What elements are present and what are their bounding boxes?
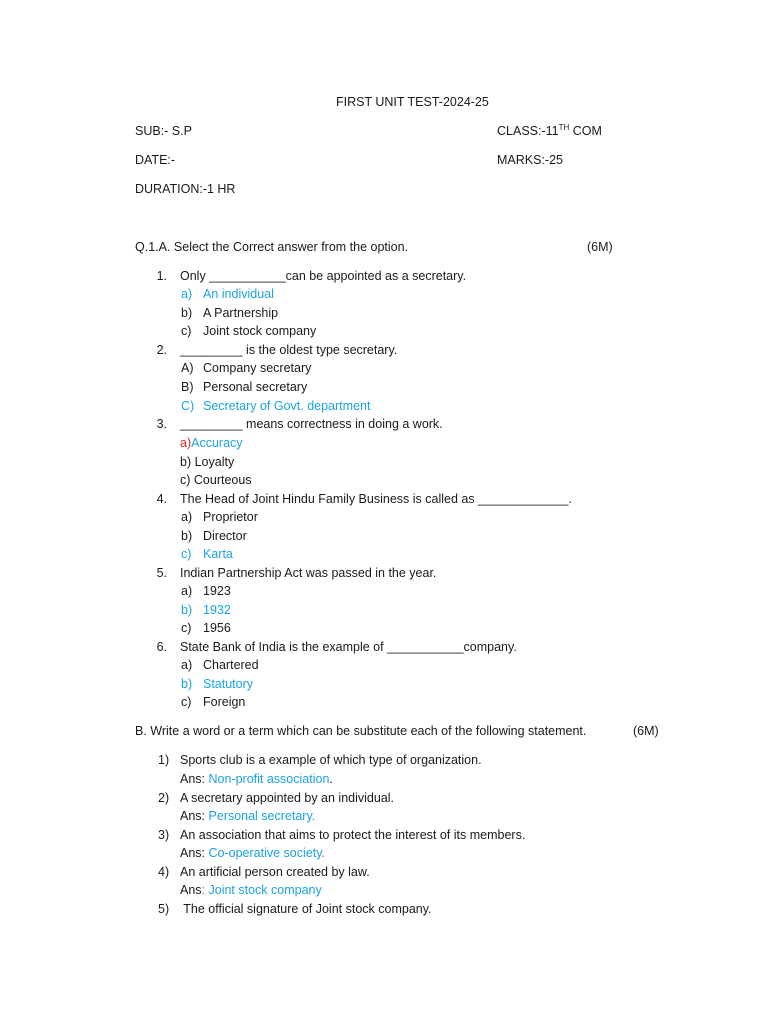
class-label: CLASS:-11TH COM <box>497 123 602 138</box>
section-a-marks: (6M) <box>587 240 613 254</box>
marks-label: MARKS:-25 <box>497 153 563 167</box>
date-label: DATE:- <box>135 153 176 167</box>
duration-label: DURATION:-1 HR <box>135 182 236 196</box>
section-b-marks: (6M) <box>633 724 659 738</box>
test-paper: FIRST UNIT TEST-2024-25 SUB:- S.P CLASS:-11TH COM DATE:- MARKS:-25 DURATION:-1 HR Q.1.A. Select the Correct answer from the option. (6M) 1. Only ___________can be appointed as a secretary. a) An individual b) A Partnership c) Joint stock company 2. _________ is the oldest type secretary. A) Company secretary B) Personal secretary C) Secretary of Govt. department 3. _________ means correctness in doing a work. a)Accuracy b) Loyalty c) Courteous 4. The Head of Joint Hindu Family Business is called as _____________. a) Proprietor b) Director c) Karta 5. Indian Partnership Act was passed in the year. a) 1923 b) 1932 c) 1956 6. State Bank of India is the example of ___________company. a) Chartered b) Statutory c) Foreign B. Write a word or a term which can be substitute each of the following statement. (6M) 1) Sports club is a example of which type of organization. Ans: Non-profit association. 2) A secretary appointed by an individual. Ans: Personal secretary. 3) An association that aims to protect the interest of its members. Ans: Co-operative society. 4) An artificial person created by law. Ans: Joint stock company 5) The official signature of Joint stock company. <box>135 95 659 916</box>
section-b-heading: B. Write a word or a term which can be substitute each of the following statement. <box>135 724 587 738</box>
paper-title: FIRST UNIT TEST-2024-25 <box>336 95 489 109</box>
subject-label: SUB:- S.P <box>135 124 192 138</box>
section-a-heading: Q.1.A. Select the Correct answer from the option. <box>135 240 409 254</box>
